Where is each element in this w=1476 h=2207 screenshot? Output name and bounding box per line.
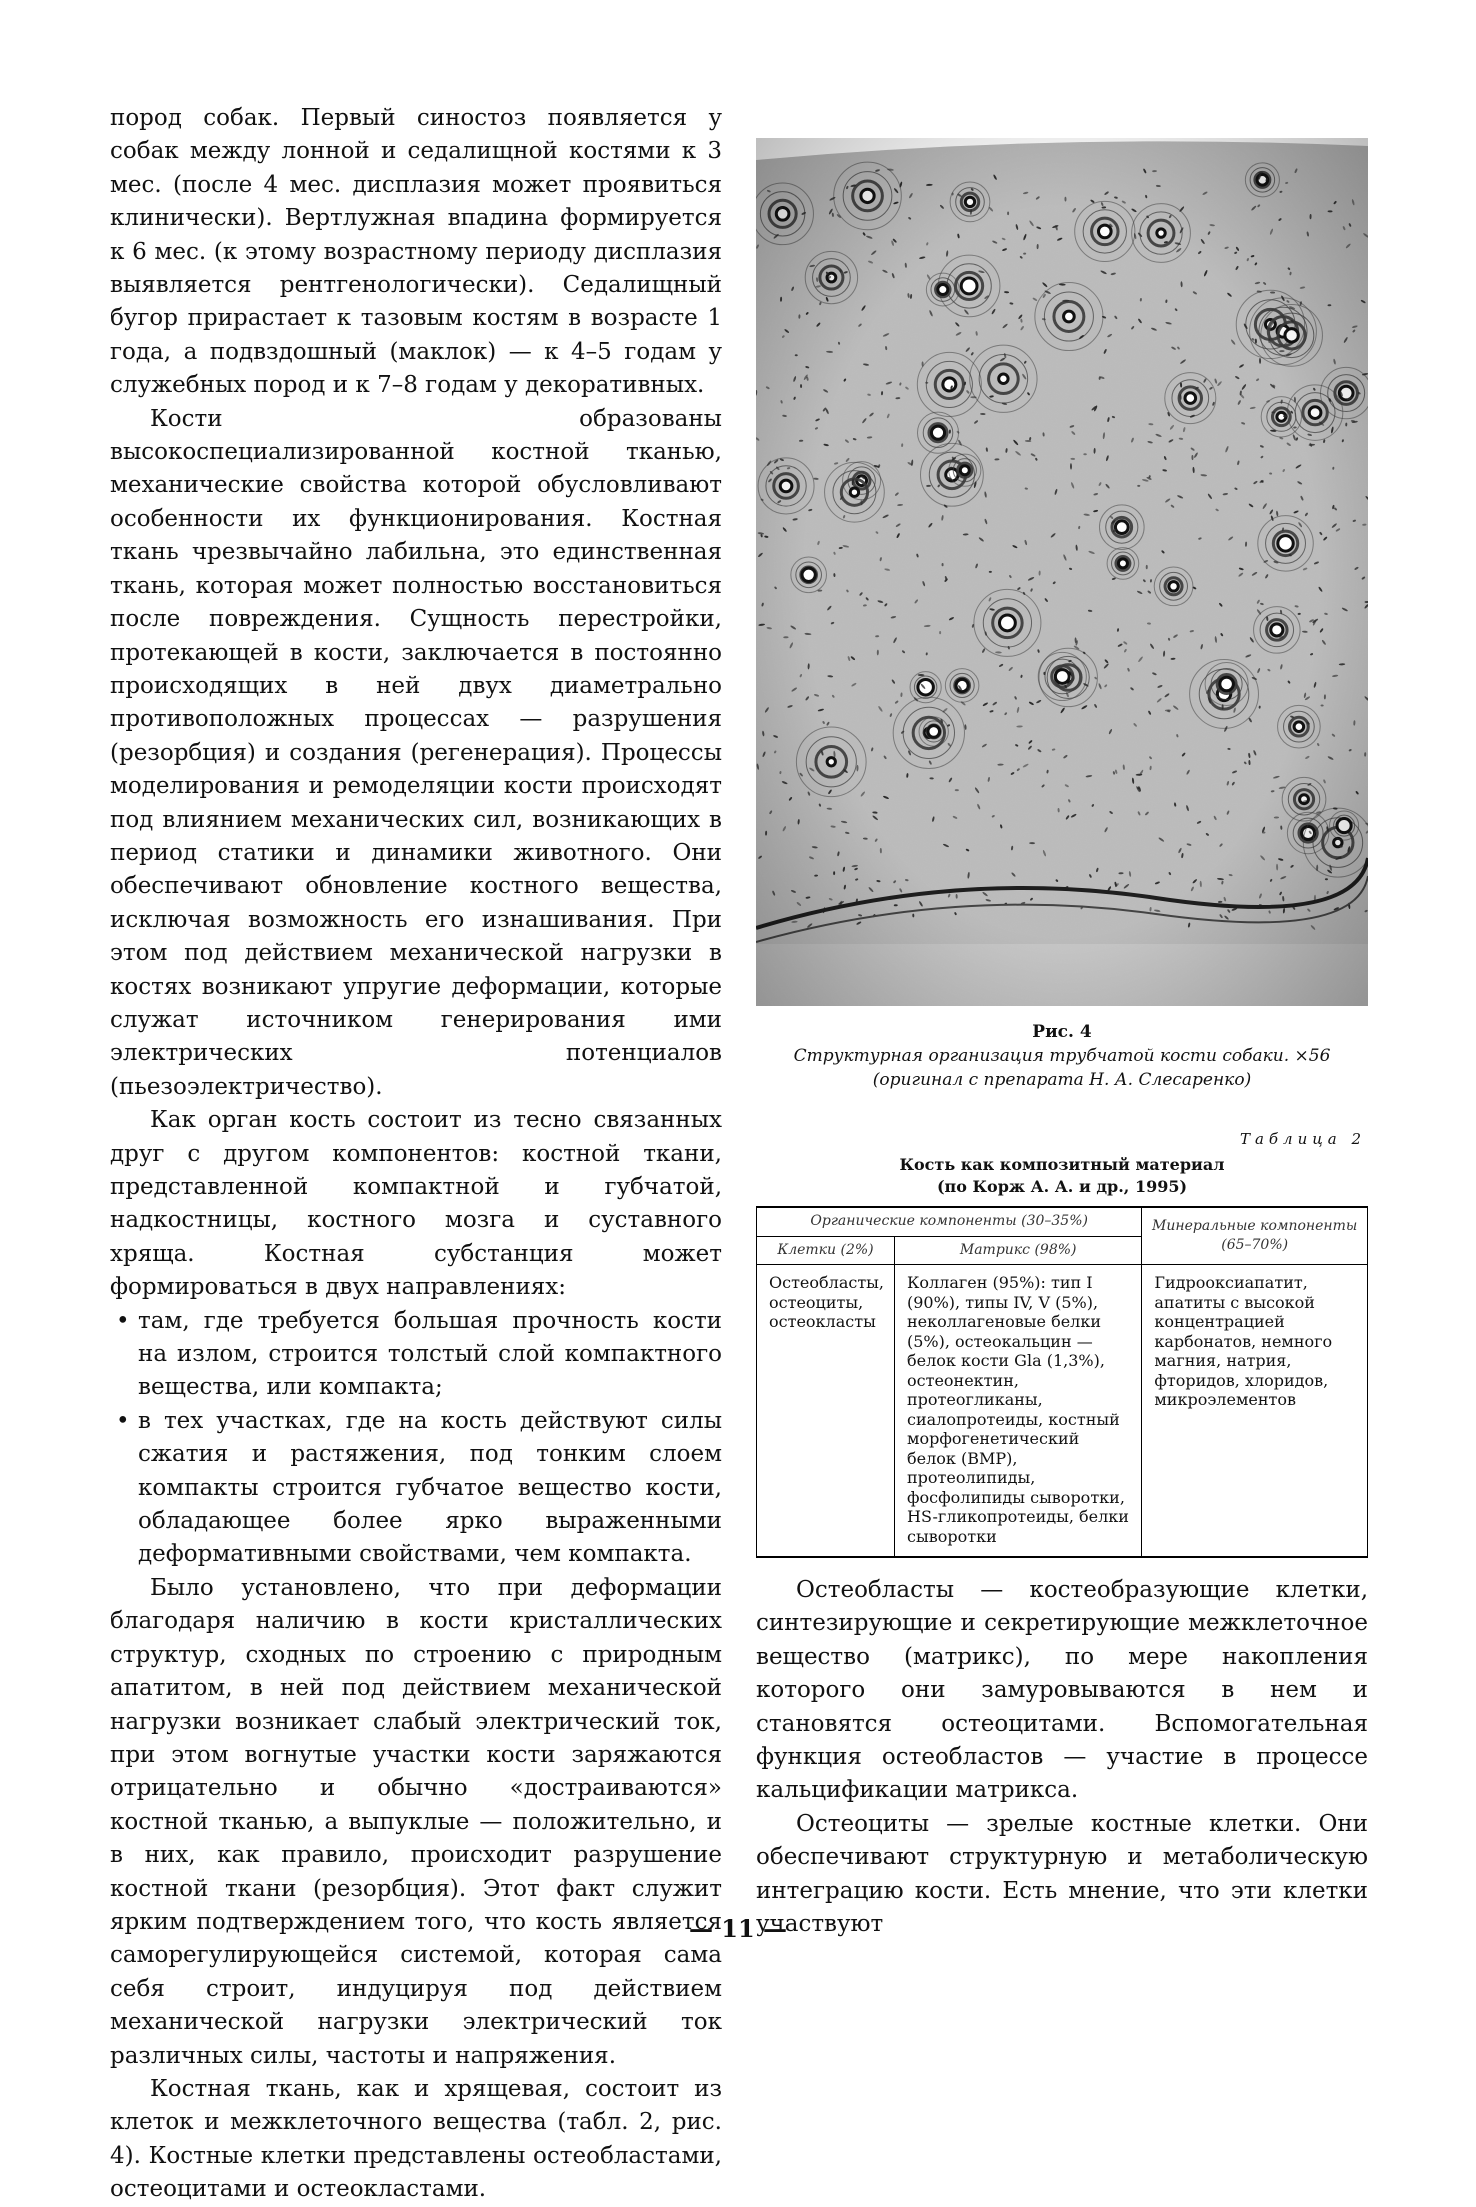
header-matrix: Матрикс (98%) <box>895 1236 1142 1265</box>
cell-cells: Остеобласты, остеоциты, остеокласты <box>757 1265 895 1558</box>
cell-matrix: Коллаген (95%): тип I (90%), типы IV, V (5%), неколлагеновые белки (5%), остеокальцин — белок кости Gla (1,3%), остеонектин, протеогликаны, сиалопротеиды, костный морфогенетический белок (BMP), протеолипиды, фосфолипиды сыворотки, HS-гликопротеиды, белки сыворотки <box>895 1265 1142 1558</box>
figure-description: Структурная организация трубчатой кости собаки. ×56 <box>793 1046 1331 1066</box>
bullet-item: • там, где требуется большая прочность кости на излом, строится толстый слой компактного вещества, или компакта; <box>110 1305 722 1405</box>
paragraph: Костная ткань, как и хрящевая, состоит из клеток и межклеточного вещества (табл. 2, рис. 4). Костные клетки представлены остеобластами, остеоцитами и остеокластами. <box>110 2075 722 2203</box>
table-title-line: (по Корж А. А. и др., 1995) <box>936 1177 1188 1196</box>
micrograph-image <box>756 138 1368 1006</box>
table-label: Таблица 2 <box>1239 1130 1366 1148</box>
bone-micrograph-figure <box>756 138 1368 1006</box>
composite-material-table <box>756 1206 1368 1558</box>
paragraph: Остеобласты — костеобразующие клетки, синтезирующие и секретирующие межклеточное вещество (матрикс), по мере накопления которого они замуровываются в нем и становятся остеоцитами. Вспомогательная функция остеобластов — участие в процессе кальцификации матрикса. <box>756 1577 1368 1804</box>
page-number: — 11 — <box>688 1914 788 1943</box>
header-mineral: Минеральные компоненты (65–70%) <box>1142 1207 1368 1265</box>
paragraph: Кости образованы высокоспециализированной костной тканью, механические свойства которой обусловливают особенности их функционирования. Костная ткань чрезвычайно лабильна, это единственная ткань, которая может полностью восстановиться после повреждения. Сущность перестройки, протекающей в кости, заключается в постоянно происходящих в ней двух диаметрально противоположных процессах — разрушения (резорбция) и создания (регенерация). Процессы моделирования и ремоделяции кости происходят под влиянием механических сил, возникающих в период статики и динамики животного. Они обеспечивают обновление костного вещества, исключая возможность его изнашивания. При этом под действием механической нагрузки в костях возникают упругие деформации, которые служат источником генерирования ими электрических потенциалов (пьезоэлектричество). <box>110 405 722 1100</box>
cell-mineral: Гидрооксиапатит, апатиты с высокой концентрацией карбонатов, немного магния, натрия, фторидов, хлоридов, микроэлементов <box>1142 1265 1368 1558</box>
paragraph: пород собак. Первый синостоз появляется у собак между лонной и седалищной костями к 3 мес. (после 4 мес. дисплазия может проявиться клинически). Вертлужная впадина формируется к 6 мес. (к этому возрастному периоду дисплазия выявляется рентгенологически). Седалищный бугор прирастает к тазовым костям в возрасте 1 года, а подвздошный (маклок) — к 4–5 годам у служебных пород и к 7–8 годам у декоративных. <box>110 105 722 399</box>
paragraph: Остеоциты — зрелые костные клетки. Они обеспечивают структурную и метаболическую интеграцию кости. Есть мнение, что эти клетки участвуют <box>756 1810 1368 1938</box>
figure-number: Рис. 4 <box>1032 1022 1092 1042</box>
right-text-column <box>756 1574 1368 1941</box>
table-title-line: Кость как композитный материал <box>899 1155 1225 1174</box>
figure-caption <box>756 1020 1368 1092</box>
table-title <box>756 1154 1368 1198</box>
bullet-list <box>110 1305 722 1572</box>
figure-source: (оригинал с препарата Н. А. Слесаренко) <box>872 1070 1252 1090</box>
left-text-column <box>110 102 722 2207</box>
header-cells: Клетки (2%) <box>757 1236 895 1265</box>
header-organic: Органические компоненты (30–35%) <box>757 1207 1142 1236</box>
paragraph: Было установлено, что при деформации благодаря наличию в кости кристаллических структур, сходных по строению с природным апатитом, в ней под действием механической нагрузки возникает слабый электрический ток, при этом вогнутые участки кости заряжаются отрицательно и обычно «достраиваются» костной тканью, а выпуклые — положительно, и в них, как правило, происходит разрушение костной ткани (резорбция). Этот факт служит ярким подтверждением того, что кость является саморегулирующейся системой, которая сама себя строит, индуцируя под действием механической нагрузки электрический ток различных силы, частоты и напряжения. <box>110 1574 722 2069</box>
paragraph: Как орган кость состоит из тесно связанных друг с другом компонентов: костной ткани, представленной компактной и губчатой, надкостницы, костного мозга и суставного хряща. Костная субстанция может формироваться в двух направлениях: <box>110 1107 722 1301</box>
bullet-item: • в тех участках, где на кость действуют силы сжатия и растяжения, под тонким слоем компакты строится губчатое вещество кости, обладающее более ярко выраженными деформативными свойствами, чем компакта. <box>110 1405 722 1572</box>
